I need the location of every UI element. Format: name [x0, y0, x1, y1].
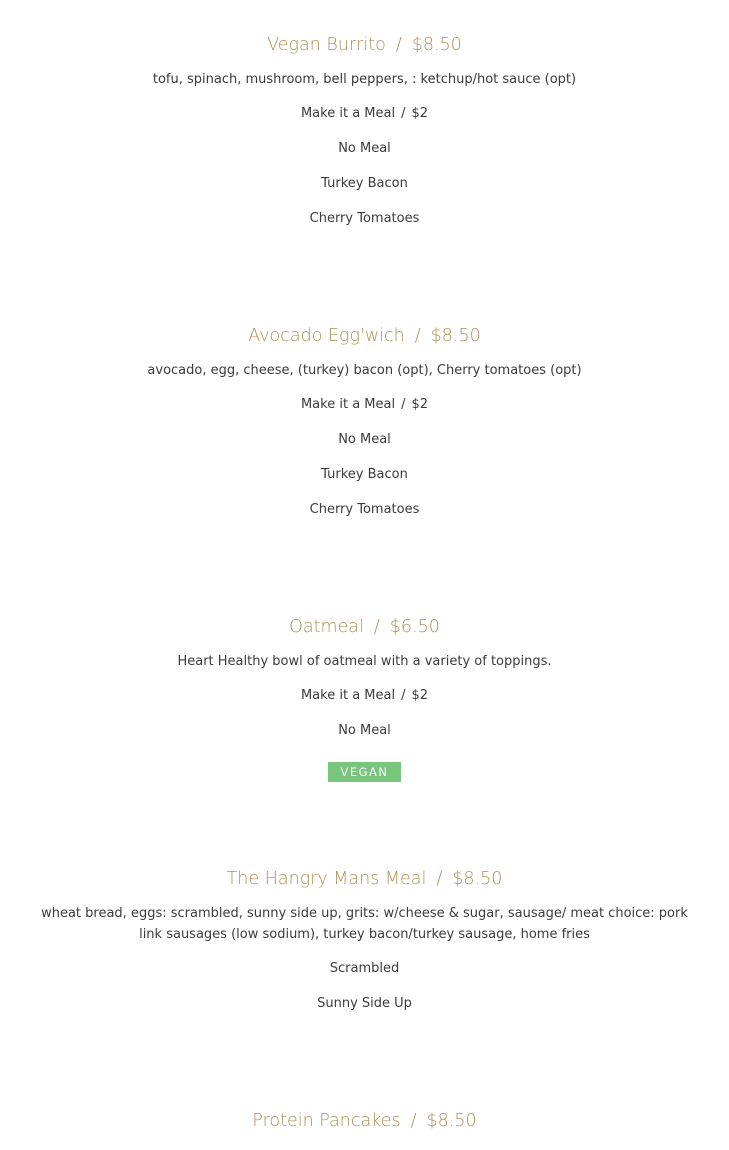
title-separator: /	[395, 35, 402, 55]
option-no-meal[interactable]: No Meal	[338, 141, 391, 156]
item-name: Protein Pancakes	[252, 1111, 401, 1131]
item-price: $8.50	[411, 35, 462, 55]
menu-item	[0, 324, 729, 527]
item-title	[0, 867, 729, 891]
vegan-badge: VEGAN	[328, 762, 400, 782]
option-price: $2	[411, 106, 429, 121]
menu-item	[0, 33, 729, 236]
item-name: Oatmeal	[289, 617, 364, 637]
option-label: Make it a Meal	[300, 688, 396, 703]
option-price: $2	[411, 688, 429, 703]
title-separator: /	[410, 1111, 417, 1131]
item-name: Vegan Burrito	[267, 35, 386, 55]
item-price: $8.50	[426, 1111, 477, 1131]
badge-row	[0, 748, 729, 782]
item-title	[0, 324, 729, 348]
item-description: avocado, egg, cheese, (turkey) bacon (opt), Cherry tomatoes (opt)	[147, 363, 582, 378]
option-no-meal[interactable]: No Meal	[338, 723, 391, 738]
option-separator: /	[401, 688, 406, 703]
item-description: wheat bread, eggs: scrambled, sunny side up, grits: w/cheese & sugar, sausage/ meat choice: pork link sausages (low sodium), turkey bacon/turkey sausage, home fries	[41, 906, 688, 942]
menu-item	[0, 1109, 729, 1133]
option-turkey-bacon[interactable]: Turkey Bacon	[321, 467, 408, 482]
item-name: The Hangry Mans Meal	[226, 869, 427, 889]
item-options	[0, 387, 729, 527]
option-separator: /	[401, 106, 406, 121]
menu-item	[0, 615, 729, 782]
item-price: $6.50	[389, 617, 440, 637]
option-make-it-a-meal[interactable]	[0, 96, 729, 131]
option-make-it-a-meal[interactable]	[0, 387, 729, 422]
option-scrambled[interactable]: Scrambled	[329, 961, 400, 976]
option-turkey-bacon[interactable]: Turkey Bacon	[321, 176, 408, 191]
item-options	[0, 678, 729, 748]
option-separator: /	[401, 397, 406, 412]
item-title	[0, 615, 729, 639]
item-price: $8.50	[430, 326, 481, 346]
title-separator: /	[414, 326, 421, 346]
item-description: tofu, spinach, mushroom, bell peppers, : ketchup/hot sauce (opt)	[152, 72, 577, 87]
item-name: Avocado Egg'wich	[248, 326, 405, 346]
option-label: Make it a Meal	[300, 106, 396, 121]
option-no-meal[interactable]: No Meal	[338, 432, 391, 447]
option-cherry-tomatoes[interactable]: Cherry Tomatoes	[309, 502, 420, 517]
item-options	[0, 96, 729, 236]
item-price: $8.50	[452, 869, 503, 889]
option-sunny-side-up[interactable]: Sunny Side Up	[317, 996, 412, 1011]
item-title	[0, 33, 729, 57]
option-label: Make it a Meal	[300, 397, 396, 412]
item-options	[0, 951, 729, 1021]
title-separator: /	[436, 869, 443, 889]
item-description: Heart Healthy bowl of oatmeal with a variety of toppings.	[177, 654, 552, 669]
option-price: $2	[411, 397, 429, 412]
item-title	[0, 1109, 729, 1133]
option-make-it-a-meal[interactable]	[0, 678, 729, 713]
option-cherry-tomatoes[interactable]: Cherry Tomatoes	[309, 211, 420, 226]
title-separator: /	[373, 617, 380, 637]
menu-item	[0, 867, 729, 1021]
